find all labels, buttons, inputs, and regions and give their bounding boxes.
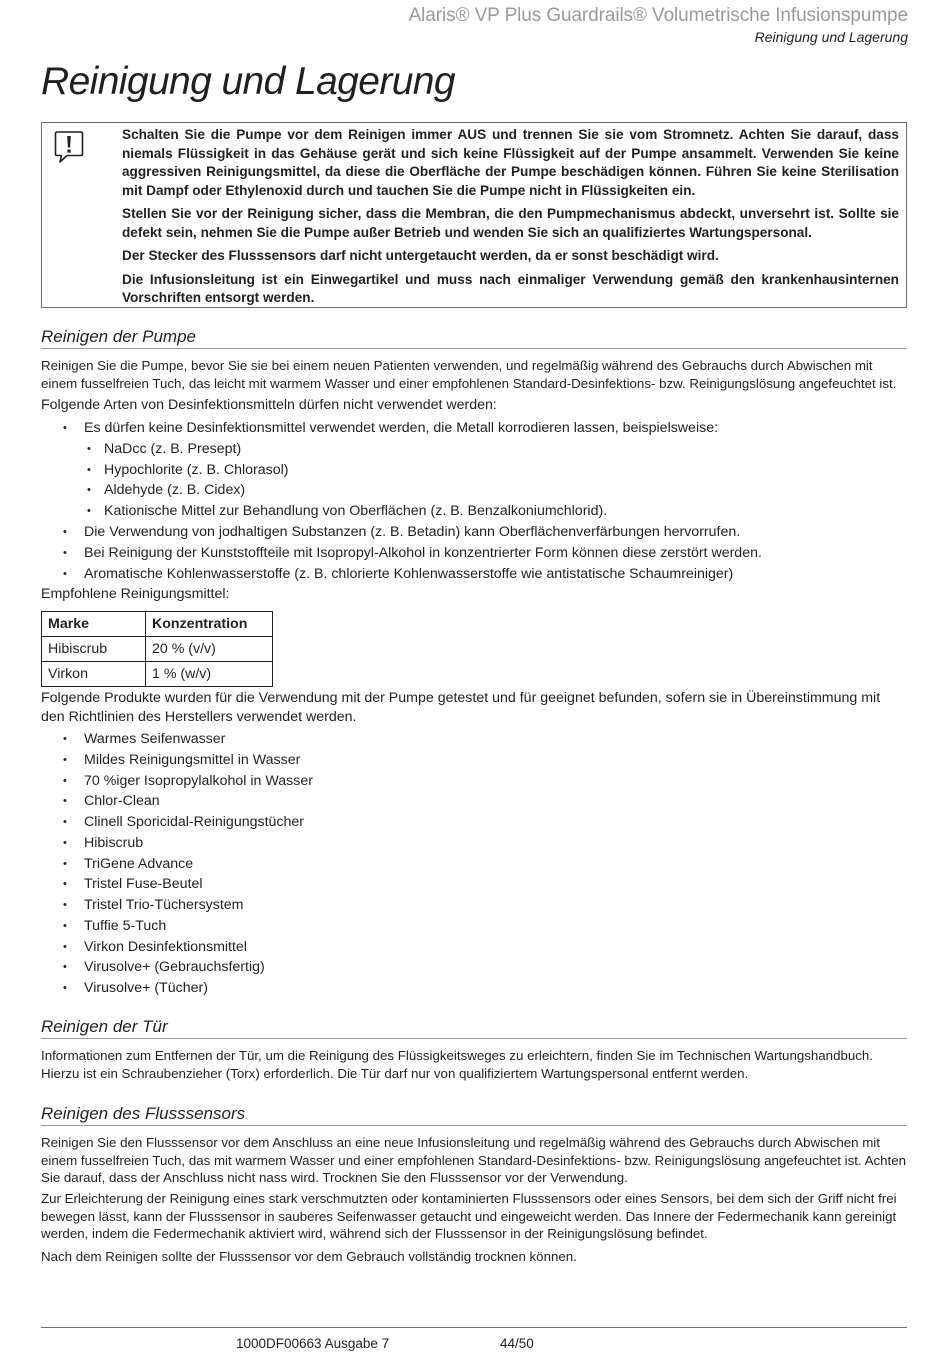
- list-item: • Chlor-Clean: [41, 791, 907, 812]
- sensor-text-2: Zur Erleichterung der Reinigung eines stark verschmutzten oder kontaminierten Flusssensors oder eines Sensors, bei dem sich der Griff nicht frei bewegen lässt, kann der Flusssensor in sauberes Seifenwasser getaucht und eingeweicht werden. Das Innere der Federmechanik kann gereinigt werden, indem die Federmechanik aktiviert wird, während sich der Flusssensor in der Reinigungslösung befindet.: [41, 1191, 897, 1241]
- list-item: • Virusolve+ (Tücher): [41, 978, 907, 999]
- list-item: • 70 %iger Isopropylalkohol in Wasser: [41, 771, 907, 792]
- footer-page-number: 44/50: [500, 1336, 534, 1351]
- list-item: • Virkon Desinfektionsmittel: [41, 937, 907, 958]
- header-section-name: Reinigung und Lagerung: [754, 29, 908, 45]
- warning-paragraph: Schalten Sie die Pumpe vor dem Reinigen immer AUS und trennen Sie sie vom Stromnetz. Achten Sie darauf, dass niemals Flüssigkeit in das Gehäuse gerät und sich keine Flüssigkeit auf der Pumpe ansammelt. Verwenden Sie keine aggressiven Reinigungsmittel, da diese die Oberfläche der Pumpe beschädigen können. Führen Sie keine Sterilisation mit Dampf oder Ethylenoxid durch und tauchen Sie die Pumpe nicht in Flüssigkeiten ein.: [122, 127, 899, 198]
- list-item: • Tristel Fuse-Beutel: [41, 874, 907, 895]
- table-header-cell: Marke: [42, 612, 146, 637]
- disinfectant-restrictions-list: [41, 418, 907, 584]
- pump-intro-text: Reinigen Sie die Pumpe, bevor Sie sie bei einem neuen Patienten verwenden, und regelmäßig während des Gebrauchs durch Abwischen mit einem fusselfreien Tuch, das leicht mit warmem Wasser und einer empfohlenen Standard-Desinfektions- bzw. Reinigungslösung angefeuchtet ist.: [41, 358, 897, 391]
- warning-paragraph: Der Stecker des Flusssensors darf nicht untergetaucht werden, da er sonst beschädigt wird.: [122, 248, 719, 263]
- list-item: • Bei Reinigung der Kunststoffteile mit Isopropyl-Alkohol in konzentrierter Form können diese zerstört werden.: [41, 543, 907, 564]
- not-allowed-intro: Folgende Arten von Desinfektionsmitteln dürfen nicht verwendet werden:: [41, 397, 497, 413]
- page-title: Reinigung und Lagerung: [41, 60, 455, 103]
- warning-box: [41, 122, 907, 308]
- sensor-text-3: Nach dem Reinigen sollte der Flusssensor vor dem Gebrauch vollständig trocknen können.: [41, 1249, 577, 1264]
- section-heading-door: Reinigen der Tür: [41, 1017, 907, 1039]
- list-item: • Hibiscrub: [41, 833, 907, 854]
- caution-speech-bubble-icon: [54, 130, 84, 164]
- table-cell: 20 % (v/v): [146, 637, 273, 662]
- table-row: [42, 662, 273, 687]
- footer-divider: [41, 1327, 907, 1328]
- tested-products-list: [41, 729, 907, 999]
- list-item: • Es dürfen keine Desinfektionsmittel verwendet werden, die Metall korrodieren lassen, beispielsweise:: [41, 418, 907, 439]
- list-item: • Warmes Seifenwasser: [41, 729, 907, 750]
- cleaning-agents-table: [41, 611, 273, 687]
- header-product-title: Alaris® VP Plus Guardrails® Volumetrische Infusionspumpe: [408, 5, 908, 26]
- list-item: • Die Verwendung von jodhaltigen Substanzen (z. B. Betadin) kann Oberflächenverfärbungen hervorrufen.: [41, 522, 907, 543]
- section-heading-pump: Reinigen der Pumpe: [41, 327, 907, 349]
- table-cell: Hibiscrub: [42, 637, 146, 662]
- list-item: • NaDcc (z. B. Presept): [41, 439, 907, 460]
- warning-text: [122, 126, 899, 313]
- table-header-cell: Konzentration: [146, 612, 273, 637]
- list-item: • Tuffie 5-Tuch: [41, 916, 907, 937]
- tested-products-intro: Folgende Produkte wurden für die Verwendung mit der Pumpe getestet und für geeignet befunden, sofern sie in Übereinstimmung mit den Richtlinien des Herstellers verwendet werden.: [41, 690, 881, 725]
- door-text: Informationen zum Entfernen der Tür, um die Reinigung des Flüssigkeitsweges zu erleichtern, finden Sie im Technischen Wartungshandbuch. Hierzu ist ein Schraubenzieher (Torx) erforderlich. Die Tür darf nur von qualifiziertem Wartungspersonal entfernt werden.: [41, 1048, 874, 1081]
- list-item: • Tristel Trio-Tüchersystem: [41, 895, 907, 916]
- table-cell: Virkon: [42, 662, 146, 687]
- table-row: [42, 637, 273, 662]
- list-item: • Virusolve+ (Gebrauchsfertig): [41, 957, 907, 978]
- warning-paragraph: Stellen Sie vor der Reinigung sicher, dass die Membran, die den Pumpmechanismus abdeckt, unversehrt ist. Sollte sie defekt sein, nehmen Sie die Pumpe außer Betrieb und wenden Sie sich an qualifiziertes Wartungspersonal.: [122, 206, 899, 240]
- sensor-text-1: Reinigen Sie den Flusssensor vor dem Anschluss an eine neue Infusionsleitung und regelmäßig während des Gebrauchs durch Abwischen mit einem fusselfreien Tuch, das mit warmem Wasser und einer empfohlenen Standard-Desinfektions- bzw. Reinigungslösung angefeuchtet ist. Achten Sie darauf, dass der Anschluss nicht nass wird. Trocknen Sie den Flusssensor vor der Verwendung.: [41, 1135, 907, 1185]
- footer-document-id: 1000DF00663 Ausgabe 7: [236, 1336, 390, 1351]
- list-item: • Kationische Mittel zur Behandlung von Oberflächen (z. B. Benzalkoniumchlorid).: [41, 501, 907, 522]
- list-item: • Aromatische Kohlenwasserstoffe (z. B. chlorierte Kohlenwasserstoffe wie antistatische Schaumreiniger): [41, 564, 907, 585]
- section-heading-flow-sensor: Reinigen des Flusssensors: [41, 1104, 907, 1126]
- list-item: • Aldehyde (z. B. Cidex): [41, 480, 907, 501]
- recommended-intro: Empfohlene Reinigungsmittel:: [41, 586, 230, 602]
- list-item: • Mildes Reinigungsmittel in Wasser: [41, 750, 907, 771]
- list-item: • Clinell Sporicidal-Reinigungstücher: [41, 812, 907, 833]
- table-cell: 1 % (w/v): [146, 662, 273, 687]
- list-item: • TriGene Advance: [41, 854, 907, 875]
- list-item: • Hypochlorite (z. B. Chlorasol): [41, 460, 907, 481]
- warning-paragraph: Die Infusionsleitung ist ein Einwegartikel und muss nach einmaliger Verwendung gemäß den krankenhausinternen Vorschriften entsorgt werden.: [122, 271, 899, 305]
- table-header-row: [42, 612, 273, 637]
